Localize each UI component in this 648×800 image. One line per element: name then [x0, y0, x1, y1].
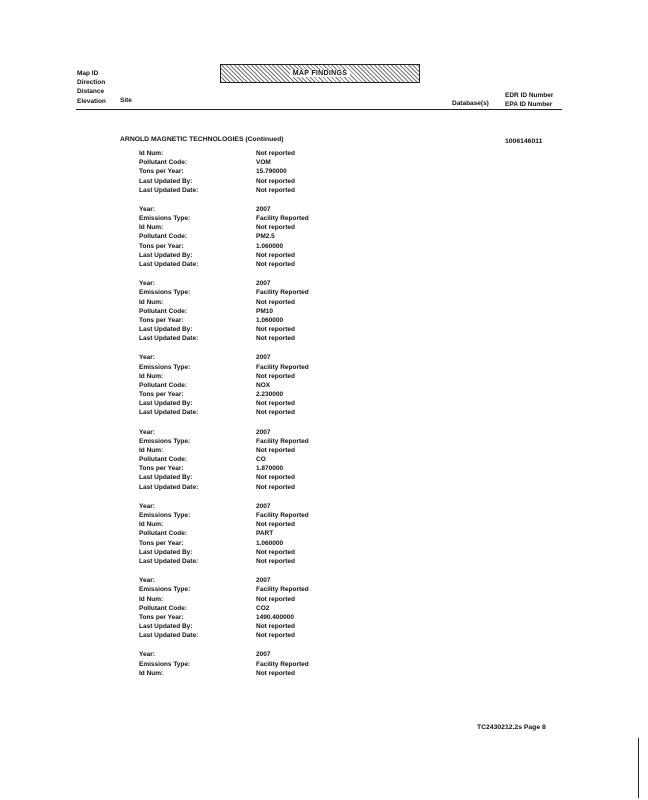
record-label: Year:: [139, 651, 155, 659]
record-label: Last Updated By:: [139, 622, 193, 630]
header-left-labels: [77, 69, 106, 106]
record-value: 2007: [256, 280, 271, 288]
record-label: Emissions Type:: [139, 363, 191, 371]
record-label: Year:: [139, 428, 155, 436]
record-value: Not reported: [256, 669, 295, 677]
record-value: Not reported: [256, 447, 295, 454]
record-label: Last Updated By:: [139, 177, 193, 185]
record-label: Pollutant Code:: [139, 530, 188, 538]
record-value: 15.790000: [256, 168, 287, 176]
record-label: Id Num:: [139, 595, 164, 603]
record-label: Id Num:: [139, 224, 164, 232]
record-label: Year:: [139, 280, 155, 288]
direction-label: Direction: [77, 79, 106, 87]
record-value: 2007: [256, 428, 271, 436]
record-value: Not reported: [256, 325, 295, 333]
record-value: Not reported: [256, 595, 295, 603]
record-label: Emissions Type:: [139, 512, 191, 520]
record-value: CO: [256, 456, 266, 464]
record-label: Pollutant Code:: [139, 159, 188, 167]
record-value: Not reported: [256, 548, 295, 556]
record-label: Last Updated Date:: [139, 632, 199, 640]
record-value: PART: [256, 530, 274, 538]
site-label: Site: [120, 97, 132, 104]
record-label: Pollutant Code:: [139, 381, 188, 389]
database-label: Database(s): [452, 100, 489, 107]
record-value: 1.060000: [256, 539, 284, 547]
map-findings-title: MAP FINDINGS: [290, 70, 350, 77]
record-label: Id Num:: [139, 298, 164, 306]
record-value: Not reported: [256, 186, 295, 194]
record-label: Id Num:: [139, 521, 164, 529]
record-value: Facility Reported: [256, 512, 309, 520]
record-value: 2007: [256, 651, 271, 659]
edr-id-label: EDR ID Number: [505, 92, 554, 99]
record-label: Pollutant Code:: [139, 233, 188, 241]
margin-rule: [638, 738, 639, 798]
record-value: Not reported: [256, 622, 295, 630]
record-value: Not reported: [256, 150, 295, 157]
elevation-label: Elevation: [77, 97, 106, 105]
record-value: Not reported: [256, 474, 295, 482]
record-label: Year:: [139, 354, 155, 362]
record-value: Facility Reported: [256, 363, 309, 371]
record-label: Last Updated Date:: [139, 557, 199, 565]
record-label: Last Updated Date:: [139, 483, 199, 491]
epa-id-label: EPA ID Number: [505, 101, 553, 108]
record-label: Year:: [139, 577, 155, 585]
record-label: Pollutant Code:: [139, 456, 188, 464]
record-label: Last Updated Date:: [139, 335, 199, 343]
record-value: Not reported: [256, 632, 295, 640]
record-label: Year:: [139, 502, 155, 510]
map-id-label: Map ID: [77, 70, 99, 77]
record-label: Last Updated Date:: [139, 409, 199, 417]
record-value: 1490.400000: [256, 613, 294, 621]
record-value: Not reported: [256, 372, 295, 380]
record-value: Facility Reported: [256, 289, 309, 297]
record-value: Not reported: [256, 298, 295, 306]
record-value: Facility Reported: [256, 437, 309, 445]
record-label: Emissions Type:: [139, 586, 191, 594]
record-label: Last Updated By:: [139, 400, 193, 408]
record-label: Tons per Year:: [139, 465, 184, 473]
record-value: 2007: [256, 577, 271, 585]
record-value: Not reported: [256, 400, 295, 408]
record-label: Tons per Year:: [139, 539, 184, 547]
record-value: 2007: [256, 206, 271, 213]
record-value: CO2: [256, 604, 270, 612]
record-label: Emissions Type:: [139, 660, 191, 668]
record-label: Last Updated Date:: [139, 186, 199, 194]
header-divider: [76, 109, 562, 110]
record-label: Year:: [139, 206, 155, 213]
record-label: Pollutant Code:: [139, 307, 188, 315]
record-value: Not reported: [256, 521, 295, 529]
record-value: 1.060000: [256, 242, 284, 250]
record-label: Emissions Type:: [139, 437, 191, 445]
section-title: ARNOLD MAGNETIC TECHNOLOGIES (Continued): [120, 136, 284, 143]
record-label: Last Updated Date:: [139, 260, 199, 268]
distance-label: Distance: [77, 88, 105, 96]
record-value: 1.870000: [256, 465, 284, 473]
record-value: 2007: [256, 502, 271, 510]
record-value: Not reported: [256, 177, 295, 185]
record-label: Id Num:: [139, 447, 164, 454]
record-label: Last Updated By:: [139, 548, 193, 556]
record-value: Facility Reported: [256, 586, 309, 594]
header-right-labels: [505, 91, 553, 109]
record-value: Not reported: [256, 409, 295, 417]
record-label: Emissions Type:: [139, 215, 191, 223]
record-label: Last Updated By:: [139, 325, 193, 333]
record-value: NOX: [256, 381, 271, 389]
page-footer: TC2430212.2s Page 8: [477, 724, 546, 731]
record-label: Last Updated By:: [139, 474, 193, 482]
record-value: Facility Reported: [256, 660, 309, 668]
record-label: Emissions Type:: [139, 289, 191, 297]
record-label: Id Num:: [139, 372, 164, 380]
record-label: Tons per Year:: [139, 316, 184, 324]
record-value: VOM: [256, 159, 271, 167]
record-label: Id Num:: [139, 150, 164, 157]
record-label: Tons per Year:: [139, 242, 184, 250]
record-value: Not reported: [256, 260, 295, 268]
record-value: Not reported: [256, 483, 295, 491]
record-label: Pollutant Code:: [139, 604, 188, 612]
record-label: Tons per Year:: [139, 168, 184, 176]
record-value: 2.230000: [256, 391, 284, 398]
record-value: PM2.5: [256, 233, 275, 241]
record-label: Last Updated By:: [139, 251, 193, 259]
map-findings-banner: [220, 64, 420, 83]
record-value: 1.060000: [256, 316, 284, 324]
record-value: Facility Reported: [256, 215, 309, 223]
record-value: PM10: [256, 307, 273, 315]
record-label: Id Num:: [139, 669, 164, 677]
record-value: Not reported: [256, 224, 295, 232]
record-value: Not reported: [256, 335, 295, 343]
section-edr-id: 1006146011: [505, 138, 543, 145]
record-value: Not reported: [256, 557, 295, 565]
record-label: Tons per Year:: [139, 391, 184, 398]
record-value: Not reported: [256, 251, 295, 259]
record-value: 2007: [256, 354, 271, 362]
record-label: Tons per Year:: [139, 613, 184, 621]
